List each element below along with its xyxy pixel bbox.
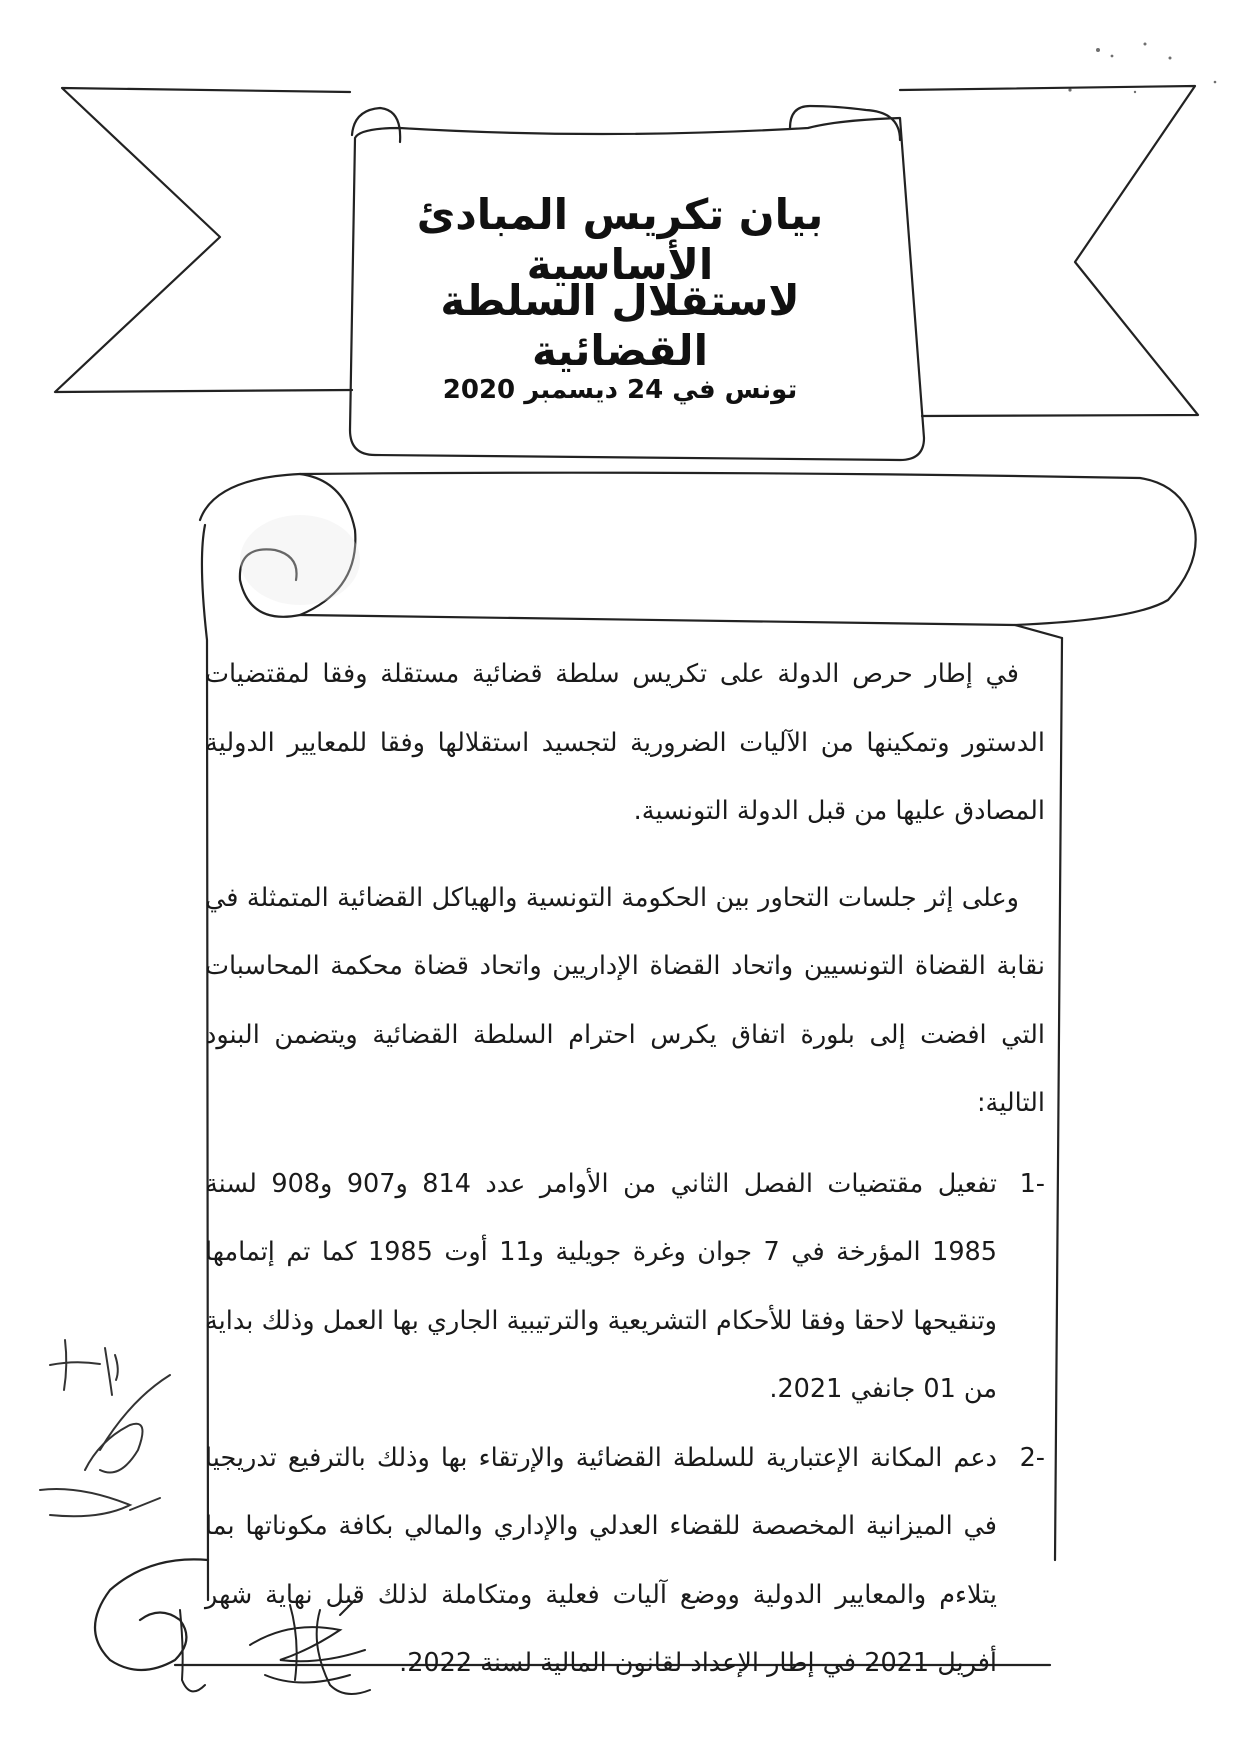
ribbon-right-fold (790, 106, 900, 140)
place-and-date: تونس في 24 ديسمبر 2020 (442, 375, 798, 405)
document-title-line1: بيان تكريس المبادئ الأساسية (416, 190, 824, 290)
document-title-line2: لاستقلال السلطة القضائية (440, 276, 800, 376)
document-body (205, 640, 1045, 1698)
item-text: دعم المكانة الإعتبارية للسلطة القضائية والإرتقاء بها وذلك بالترفيع تدريجيا في الميزانية المخصصة للقضاء العدلي والإداري والمالي بكافة مكوناتها بما يتلاءم والمعايير الدولية ووضع آليات فعلية ومتكاملة لذلك قبل نهاية شهر أفريل 2021 في إطار الإعداد لقانون المالية لسنة 2022. (205, 1442, 997, 1678)
ribbon-right-tail (900, 86, 1198, 416)
ribbon-left-tail (55, 88, 352, 392)
scroll-right-edge (1055, 638, 1062, 1560)
margin-signature (20, 1320, 220, 1540)
item-text: تفعيل مقتضيات الفصل الثاني من الأوامر عدد 814 و907 و908 لسنة 1985 المؤرخة في 7 جوان وغرة جويلية و11 أوت 1985 كما تم إتمامها وتنقيحها لاحقا وفقا للأحكام التشريعية والترتيبية الجاري بها العمل وذلك بداية من 01 جانفي 2021. (205, 1168, 998, 1404)
bottom-signature (170, 1590, 400, 1710)
ribbon-left-fold (352, 108, 400, 142)
item-number: -2 (1019, 1442, 1045, 1473)
body-paragraph: وعلى إثر جلسات التحاور بين الحكومة التونسية والهياكل القضائية المتمثلة في نقابة القضاة التونسيين واتحاد القضاة الإداريين واتحاد قضاة محكمة المحاسبات التي افضت إلى بلورة اتفاق يكرس احترام السلطة القضائية ويتضمن البنود التالية: (205, 882, 1045, 1118)
item-number: -1 (1019, 1168, 1045, 1199)
body-paragraph: في إطار حرص الدولة على تكريس سلطة قضائية مستقلة وفقا لمقتضيات الدستور وتمكينها من الآليات الضرورية لتجسيد استقلالها وفقا للمعايير الدولية المصادق عليها من قبل الدولة التونسية. (205, 659, 1045, 826)
numbered-item (205, 1150, 1045, 1424)
scroll-top-panel (300, 615, 1062, 638)
